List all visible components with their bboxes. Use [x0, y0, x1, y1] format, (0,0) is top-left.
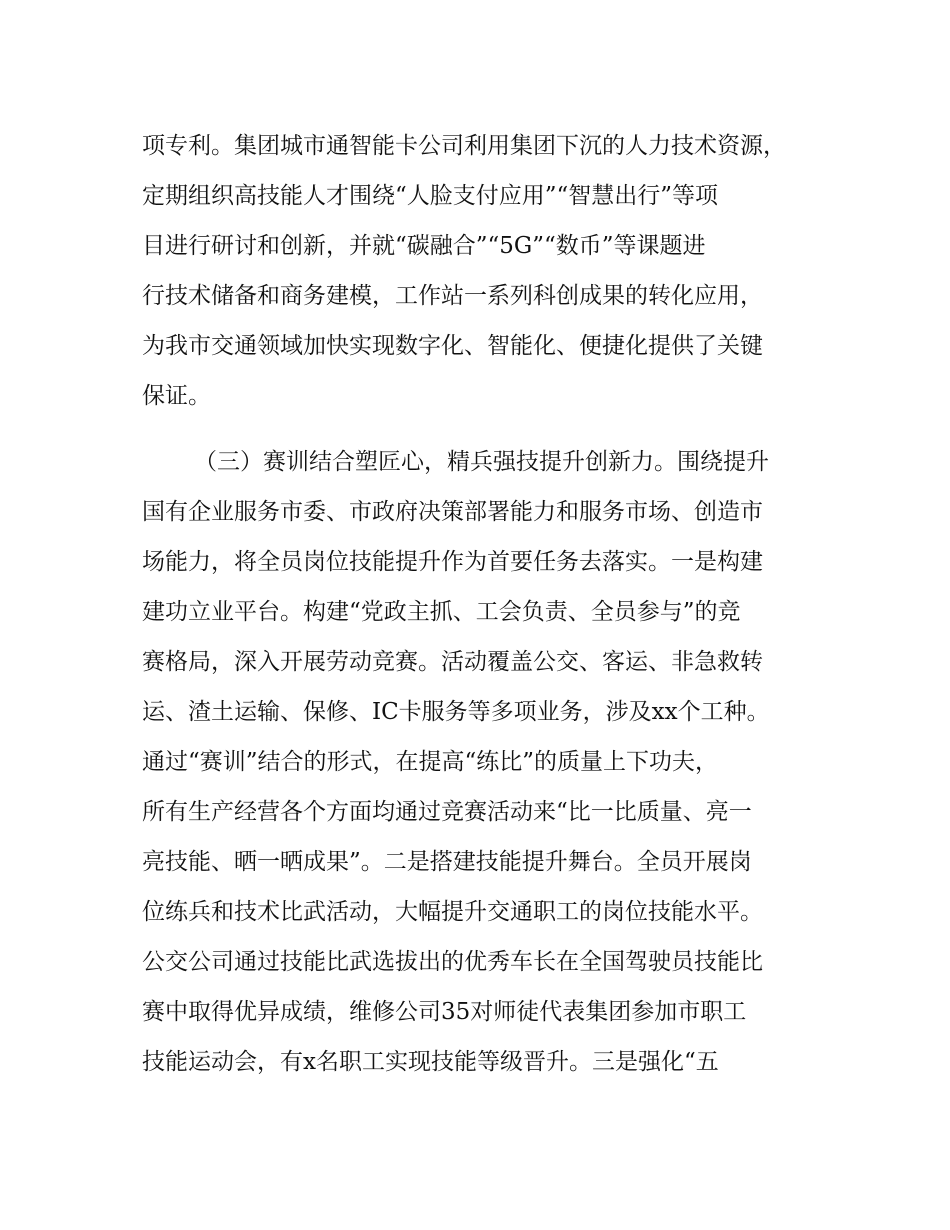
text-line: 建功立业平台。构建“党政主抓、工会负责、全员参与”的竞: [142, 599, 741, 625]
text-line: 国有企业服务市委、市政府决策部署能力和服务市场、创造市: [142, 499, 763, 525]
text-line: 场能力，将全员岗位技能提升作为首要任务去落实。一是构建: [142, 549, 763, 575]
text-line: 公交公司通过技能比武选拔出的优秀车长在全国驾驶员技能比: [142, 949, 763, 975]
text-line: 通过“赛训”结合的形式，在提高“练比”的质量上下功夫，: [142, 749, 719, 775]
text-line: 赛格局，深入开展劳动竞赛。活动覆盖公交、客运、非急救转: [142, 649, 763, 675]
text-line: 项专利。集团城市通智能卡公司利用集团下沉的人力技术资源，: [142, 133, 786, 159]
text-line: 目进行研讨和创新，并就“碳融合”“5G”“数币”等课题进: [142, 233, 706, 259]
text-line: 保证。: [142, 383, 211, 409]
paragraph-patents: [142, 121, 822, 421]
text-line: 亮技能、晒一晒成果”。二是搭建技能提升舞台。全员开展岗: [142, 849, 752, 875]
section-heading-line: （三）赛训结合塑匠心，精兵强技提升创新力。围绕提升: [194, 449, 769, 475]
text-line: 技能运动会，有x名职工实现技能等级晋升。三是强化“五: [142, 1049, 719, 1075]
text-line: 位练兵和技术比武活动，大幅提升交通职工的岗位技能水平。: [142, 899, 763, 925]
text-line: 为我市交通领域加快实现数字化、智能化、便捷化提供了关键: [142, 333, 763, 359]
text-line: 所有生产经营各个方面均通过竞赛活动来“比一比质量、亮一: [142, 799, 752, 825]
paragraph-section-three: [142, 437, 822, 1087]
text-line: 行技术储备和商务建模，工作站一系列科创成果的转化应用，: [142, 283, 763, 309]
text-line: 运、渣土运输、保修、IC卡服务等多项业务，涉及xx个工种。: [142, 699, 770, 725]
text-line: 定期组织高技能人才围绕“人脸支付应用”“智慧出行”等项: [142, 183, 719, 209]
text-line: 赛中取得优异成绩，维修公司35对师徒代表集团参加市职工: [142, 999, 747, 1025]
